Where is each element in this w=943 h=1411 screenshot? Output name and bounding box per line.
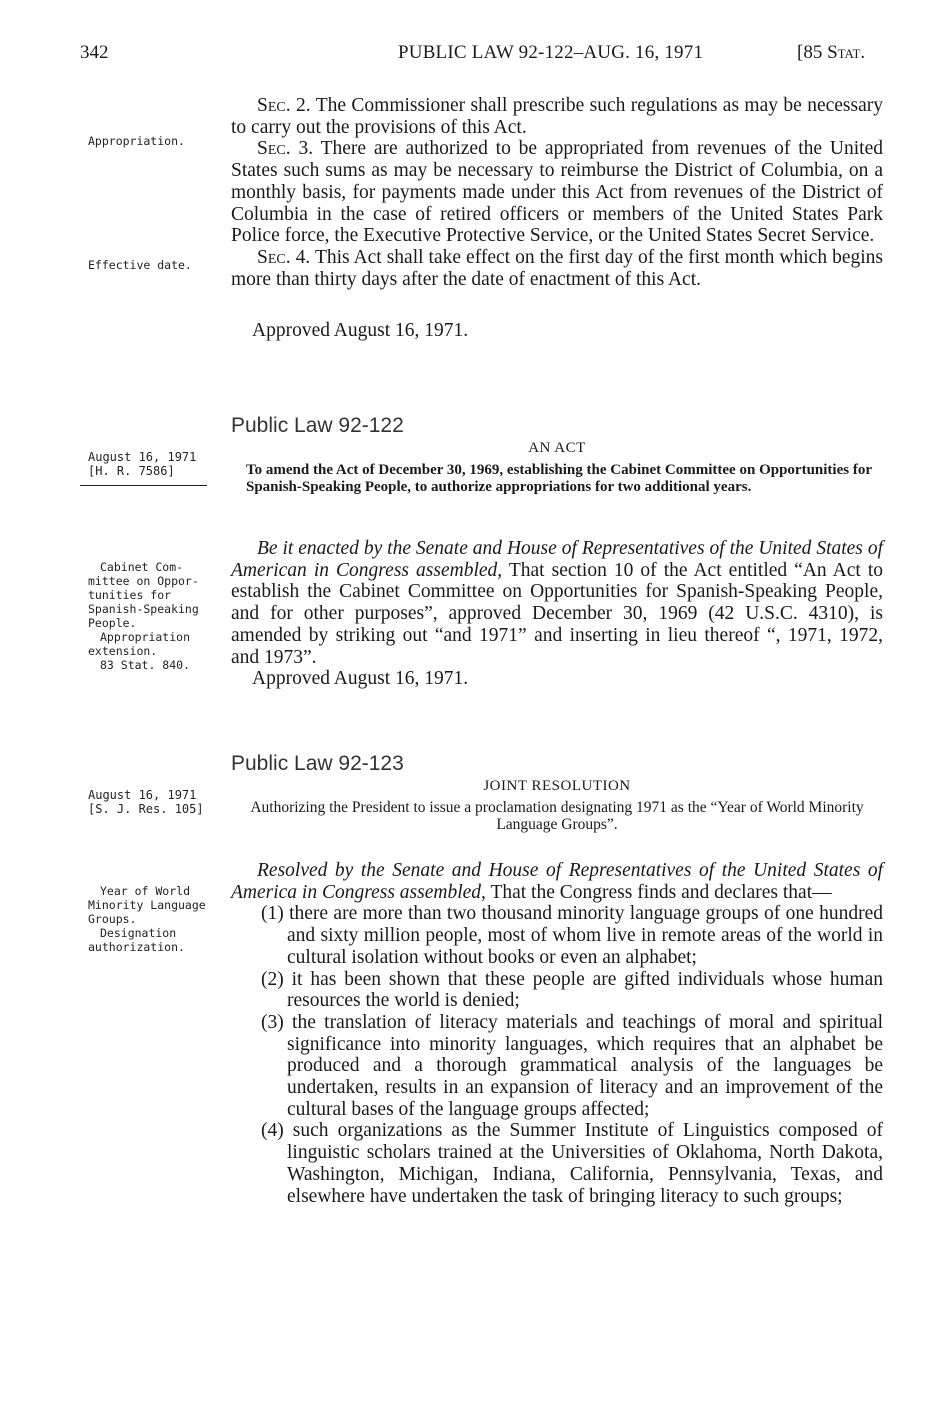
pl122-bill: [H. R. 7586] <box>88 464 175 478</box>
pl122-body <box>231 538 883 668</box>
section-2 <box>231 95 883 138</box>
cabinet-note-line: Cabinet Com- <box>100 560 184 574</box>
findings-list <box>261 903 883 1207</box>
section-3-text: There are authorized to be appropriated from revenues of the United States such sums as may be necessary to reimburse the District of Columbia, on a monthly basis, for payments made under this Act from revenues of the District of Columbia in the case of retired officers or members of the United States Park Police force, the Executive Protective Service, or the United States Secret Service. <box>231 138 883 247</box>
cabinet-note-line: People. <box>88 616 137 630</box>
pl123-res: [S. J. Res. 105] <box>88 802 204 816</box>
pl123-resolving <box>231 860 883 903</box>
pl123-caption: Authorizing the President to issue a proclamation designating 1971 as the “Year of World Minority Language Groups”. <box>250 799 864 833</box>
year-note-line: Groups. <box>88 912 137 926</box>
designation-line: Designation <box>100 926 177 940</box>
page-header <box>0 42 943 72</box>
pl122-paragraph <box>231 538 883 668</box>
margin-note-effective-date: Effective date. <box>88 258 192 272</box>
pl122-act-heading: AN ACT <box>528 440 586 456</box>
finding-item: (1) there are more than two thousand minority language groups of one hundred and sixty million people, most of whom live in remote areas of the world in cultural isolation without books or even an alphabet; <box>261 903 883 968</box>
approved-date-1: Approved August 16, 1971. <box>252 320 469 341</box>
pl123-date: August 16, 1971 <box>88 788 197 802</box>
pl123-title: Public Law 92-123 <box>231 752 404 775</box>
pl123-intro: That the Congress finds and declares that— <box>490 881 832 903</box>
margin-note-year <box>88 884 228 954</box>
stat-prefix: [85 <box>797 42 823 63</box>
margin-note-pl122-date <box>88 450 228 478</box>
pl122-divider <box>80 485 207 486</box>
finding-item: (4) such organizations as the Summer Institute of Linguistics composed of linguistic scholars trained at the Universities of Oklahoma, North Dakota, Washington, Michigan, Indiana, California, Pennsylvania, Texas, and elsewhere have undertaken the task of bringing literacy to such groups; <box>261 1120 883 1207</box>
appropriation-ext-line: extension. <box>88 644 158 658</box>
section-4-text: This Act shall take effect on the first day of the first month which begins more than thirty days after the date of enactment of this Act. <box>231 246 883 290</box>
resolving-clause: Resolved by the Senate and House of Representatives of the United States of America in Congress assembled, <box>231 860 883 903</box>
year-note-line: Minority Language <box>88 898 206 912</box>
prior-act-sections <box>231 95 883 290</box>
section-4 <box>231 247 883 290</box>
designation-line: authorization. <box>88 940 185 954</box>
section-3-label: Sec. 3. <box>257 138 314 160</box>
year-note-line: Year of World <box>100 884 191 898</box>
stat-label: Stat. <box>827 42 866 63</box>
pl122-text: That section 10 of the Act entitled “An Act to establish the Cabinet Committee on Opportunities for Spanish-Speaking People, and for other purposes”, approved December 30, 1969 (42 U.S.C. 4310), is amended by striking out “and 1971” and inserting in lieu thereof “, 1971, 1972, and 1973”. <box>231 559 883 668</box>
finding-item: (2) it has been shown that these people are gifted individuals whose human resources the world is denied; <box>261 968 883 1012</box>
pl122-title: Public Law 92-122 <box>231 414 404 437</box>
running-title: PUBLIC LAW 92-122–AUG. 16, 1971 <box>398 42 704 63</box>
cabinet-note-line: tunities for <box>88 588 172 602</box>
section-2-label: Sec. 2. <box>257 95 311 116</box>
section-2-text: The Commissioner shall prescribe such regulations as may be necessary to carry out the provisions of this Act. <box>231 95 883 138</box>
pl123-body <box>231 860 883 1207</box>
pl122-date: August 16, 1971 <box>88 450 197 464</box>
cabinet-note-line: Spanish-Speaking <box>88 602 199 616</box>
pl122-caption: To amend the Act of December 30, 1969, establishing the Cabinet Committee on Opportunities for Spanish-Speaking People, to authorize appropriations for two additional years. <box>246 462 872 495</box>
appropriation-ext-line: Appropriation <box>100 630 191 644</box>
section-3 <box>231 138 883 247</box>
pl123-heading: JOINT RESOLUTION <box>483 778 631 794</box>
statute-volume <box>797 42 865 64</box>
approved-date-2: Approved August 16, 1971. <box>252 668 469 689</box>
page-number: 342 <box>80 42 109 63</box>
margin-note-appropriation: Appropriation. <box>88 134 185 148</box>
cabinet-note-line: mittee on Oppor- <box>88 574 199 588</box>
finding-item: (3) the translation of literacy materials and teachings of moral and spiritual significance into minority languages, which requires that an alphabet be produced and a thorough grammatical analysis of the languages be undertaken, results in an expansion of literacy and an improvement of the cultural bases of the language groups affected; <box>261 1011 883 1120</box>
enacting-clause: Be it enacted by the Senate and House of Representatives of the United States of American in Congress assembled, <box>231 538 883 581</box>
section-4-label: Sec. 4. <box>257 246 311 268</box>
margin-note-pl123-date <box>88 788 228 816</box>
stat-citation: 83 Stat. 840. <box>100 658 191 672</box>
margin-note-cabinet <box>88 560 228 672</box>
